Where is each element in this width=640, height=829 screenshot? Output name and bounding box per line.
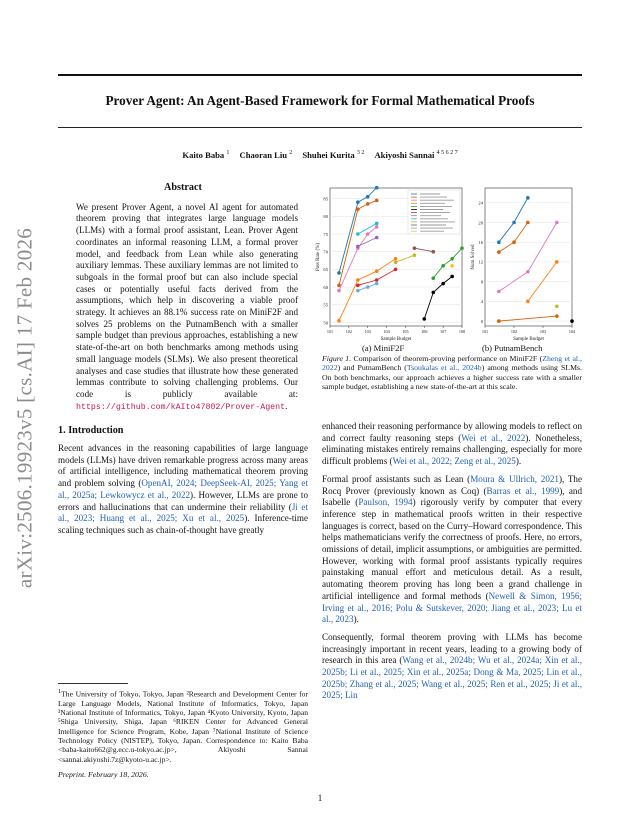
series-line <box>424 277 452 319</box>
data-point <box>497 240 501 244</box>
y-tick-label: 65 <box>323 267 328 273</box>
code-link[interactable]: https://github.com/kAIto47802/Prover-Agent <box>76 402 286 412</box>
data-point <box>394 268 398 272</box>
arxiv-identifier-stamp: arXiv:2506.19923v5 [cs.AI] 17 Feb 2026 <box>12 227 37 589</box>
data-point <box>497 250 501 254</box>
series-line <box>499 223 557 292</box>
citation-link[interactable]: Zheng et al., 2022 <box>322 354 582 373</box>
data-point <box>497 290 501 294</box>
data-point <box>375 236 379 240</box>
data-point <box>413 246 417 250</box>
data-point <box>375 269 379 273</box>
citation-link[interactable]: OpenAI, 2024; DeepSeek-AI, 2025; Yang et al., 2025a; Lewkowycz et al., 2022 <box>58 478 308 500</box>
author: Kaito Baba $^1$ <box>182 150 230 160</box>
data-point <box>431 250 435 254</box>
title-top-rule <box>58 74 582 76</box>
citation-link[interactable]: Barras et al., 1999 <box>486 485 560 496</box>
y-tick-label: 4 <box>480 299 483 305</box>
series-line <box>499 198 528 242</box>
data-point <box>431 291 435 295</box>
data-point <box>450 257 454 261</box>
y-tick-label: 80 <box>323 214 328 220</box>
y-tick-label: 12 <box>478 259 483 265</box>
data-point <box>450 275 454 279</box>
paper-title: Prover Agent: An Agent-Based Framework for Formal Mathematical Proofs <box>105 93 535 108</box>
x-tick-label: 103 <box>539 329 547 334</box>
data-point <box>337 271 341 275</box>
affiliations-footnote: $^1$The University of Tokyo, Tokyo, Japan ²Research and Development Center for Large Language Models, National Institute of Informatics, Tokyo, Japan ³National Institute of Informatics, Tokyo, Japan ⁴Kyoto University, Kyoto, Japan ⁵Shiga University, Shiga, Japan ⁶RIKEN Center for Advanced General Intelligence for Science Program, Kobe, Japan ⁷National Institute of Science Technology Policy (NISTEP), Tokyo, Japan. Correspondence to: Kaito Baba <baba-kaito662@g.ecc.u-tokyo.ac.jp>, Akiyoshi Sannai <sannai.akiyoshi.7z@kyoto-u.ac.jp>. <box>58 688 308 764</box>
y-tick-label: 8 <box>480 279 483 285</box>
data-point <box>356 232 360 236</box>
data-point <box>375 225 379 229</box>
intro-paragraph: Recent advances in the reasoning capabilities of large language models (LLMs) have driven remarkable progress across many areas of artificial intelligence, including mathematical theorem proving and problem solving (OpenAI, 2024; DeepSeek-AI, 2025; Yang et al., 2025a; Lewkowycz et al., 2022). However, LLMs are prone to errors and hallucinations that can undermine their reliability (Ji et al., 2023; Huang et al., 2025; Xu et al., 2025). Inference-time scaling techniques such as chain-of-thought have greatly <box>58 443 309 535</box>
data-point <box>422 317 426 321</box>
body-paragraph: Consequently, formal theorem proving with LLMs has become increasingly important in recent years, leading to a growing body of research in this area (Wang et al., 2024b; Wu et al., 2024a; Xin et al., 2025b; Li et al., 2025; Xin et al., 2025a; Dong & Ma, 2025; Lin et al., 2025b; Zhang et al., 2025; Wang et al., 2025; Ren et al., 2025; Ji et al., 2025; Lin <box>322 631 582 701</box>
data-point <box>394 261 398 265</box>
body-paragraph: Formal proof assistants such as Lean (Moura & Ullrich, 2021), The Rocq Prover (previously known as Coq) (Barras et al., 1999), and Isabelle (Paulson, 1994) rigorously verify by computer that every inference step in mathematical proofs written in their respective languages is correct, based on the Curry–Howard correspondence. This helps mathematicians verify the correctness of proofs. Here, no errors, omissions of detail, implicit assumptions, or ambiguities are permitted. However, working with formal proof assistants typically requires painstaking manual effort and meticulous detail. As a result, automating theorem proving has long been a grand challenge in artificial intelligence and formal methods (Newell & Simon, 1956; Irving et al., 2016; Polu & Sutskever, 2020; Jiang et al., 2023; Lu et al., 2023). <box>322 473 583 625</box>
data-point <box>366 285 370 289</box>
abstract-text: We present Prover Agent, a novel AI agent for automated theorem proving that integrates large language models (LLMs) with a formal proof assistant, Lean. Prover Agent coordinates an informal reasoning LLM, a formal prover model, and feedback from Lean while also generating auxiliary lemmas. These auxiliary lemmas are not limited to subgoals in the formal proof but can also include special cases or potentially useful facts derived from the assumptions, which help in discovering a viable proof strategy. It achieves an 88.1% success rate on MiniF2F and solves 25 problems on the PutnamBench with a smaller sample budget than previous approaches, establishing a new state-of-the-art on both benchmarks among methods using small language models (SLMs). We also present theoretical analyses and case studies that illustrate how these generated lemmas contribute to solving challenging problems. Our code is publicly available at: https://github.com/kAIto47802/Prover-Agent. <box>76 201 298 412</box>
author: Shuhei Kurita $^{3 2}$ <box>302 150 365 160</box>
data-point <box>366 232 370 236</box>
data-point <box>555 304 559 308</box>
data-point <box>337 284 341 288</box>
data-point <box>431 276 435 280</box>
y-tick-label: 50 <box>323 320 328 326</box>
series-line <box>358 238 377 247</box>
data-point <box>366 195 370 199</box>
page-number: 1 <box>317 793 323 803</box>
series-line <box>433 248 462 278</box>
data-point <box>356 207 360 211</box>
section-heading-introduction: 1. Introduction <box>58 425 124 437</box>
data-point <box>375 278 379 282</box>
series-line <box>414 248 433 252</box>
figure-caption: Figure 1. Comparison of theorem-proving performance on MiniF2F (Zheng et al., 2022) and PutnamBench (Tsoukalas et al., 2024b) among methods using SLMs. On both benchmarks, our approach achieves a higher success rate with a smaller sample budget, establishing a new state-of-the-art at this scale. <box>322 354 583 392</box>
author-list <box>58 150 582 160</box>
author: Akiyoshi Sannai $^{4 5 6 2 7}$ <box>374 150 458 160</box>
x-tick-label: 104 <box>383 329 390 334</box>
data-point <box>413 253 417 257</box>
preprint-note: Preprint. February 18, 2026. <box>58 770 149 779</box>
y-tick-label: 0 <box>480 318 483 324</box>
data-point <box>375 186 379 190</box>
data-point <box>526 300 530 304</box>
data-point <box>526 221 530 225</box>
citation-link[interactable]: Newell & Simon, 1956; Irving et al., 2016; Polu & Sutskever, 2020; Jiang et al., 2023; Lu et al., 2023 <box>322 590 582 625</box>
y-tick-label: 16 <box>478 240 483 246</box>
x-tick-label: 104 <box>568 329 576 334</box>
x-tick-label: 107 <box>440 329 447 334</box>
data-point <box>375 199 379 203</box>
subfigure-label-minif2f: (a) MiniF2F <box>362 343 405 353</box>
series-line <box>339 200 377 285</box>
data-point <box>394 257 398 261</box>
x-tick-label: 103 <box>364 329 371 334</box>
data-point <box>441 282 445 286</box>
y-tick-label: 20 <box>478 220 483 226</box>
data-point <box>356 289 360 293</box>
citation-link[interactable]: Wang et al., 2024b; Wu et al., 2024a; Xin et al., 2025b; Li et al., 2025; Xin et al., 2025a; Dong & Ma, 2025; Lin et al., 2025b; Zhang et al., 2025; Wang et al., 2025; Ren et al., 2025; Ji et al., 2025; Lin <box>322 655 582 701</box>
x-tick-label: 105 <box>402 329 409 334</box>
citation-link[interactable]: Wei et al., 2022 <box>461 432 526 443</box>
y-tick-label: 60 <box>323 284 328 290</box>
data-point <box>375 222 379 226</box>
data-point <box>526 270 530 274</box>
citation-link[interactable]: Paulson, 1994 <box>358 497 413 508</box>
title-bottom-rule <box>58 127 582 128</box>
data-point <box>555 221 559 225</box>
data-point <box>512 221 516 225</box>
data-point <box>375 282 379 286</box>
citation-link[interactable]: Ji et al., 2023; Huang et al., 2025; Xu et al., 2025 <box>58 501 308 524</box>
data-point <box>337 289 341 293</box>
x-tick-label: 108 <box>458 329 466 334</box>
data-point <box>366 202 370 206</box>
x-tick-label: 101 <box>481 329 489 334</box>
data-point <box>497 319 501 323</box>
footnote-rule <box>58 683 128 684</box>
plot-frame <box>485 188 572 326</box>
legend-box <box>408 190 460 234</box>
data-point <box>555 260 559 264</box>
figure-1-plots <box>310 180 582 350</box>
citation-link[interactable]: Moura & Ullrich, 2021 <box>470 473 559 484</box>
data-point <box>555 314 559 318</box>
data-point <box>337 319 341 323</box>
data-point <box>441 264 445 268</box>
citation-link[interactable]: Tsoukalas et al., 2024b <box>406 363 482 373</box>
y-tick-label: 85 <box>323 196 328 202</box>
x-axis-label: Sample Budget <box>513 337 544 342</box>
data-point <box>512 240 516 244</box>
series-line <box>499 316 557 321</box>
data-point <box>356 278 360 282</box>
citation-link[interactable]: Wei et al., 2022; Zeng et al., 2025 <box>392 456 516 467</box>
data-point <box>450 264 454 268</box>
abstract-heading: Abstract <box>164 182 202 193</box>
right-column <box>322 421 582 708</box>
y-tick-label: 55 <box>323 302 328 308</box>
data-point <box>356 245 360 249</box>
y-axis-label: Num Solved <box>471 244 476 270</box>
y-tick-label: 70 <box>323 249 328 255</box>
subfigure-label-putnambench: (b) PutnamBench <box>482 343 543 353</box>
y-tick-label: 24 <box>478 200 483 206</box>
body-paragraph: enhanced their reasoning performance by allowing models to reflect on and correct faulty reasoning steps (Wei et al., 2022). Nonetheless, eliminating mistakes entirely remains challenging, especially for more difficult problems (Wei et al., 2022; Zeng et al., 2025). <box>322 421 582 467</box>
y-tick-label: 75 <box>323 231 328 237</box>
x-tick-label: 106 <box>421 329 428 334</box>
author: Chaoran Liu $^2$ <box>239 150 293 160</box>
series-line <box>396 255 415 262</box>
x-axis-label: Sample Budget <box>380 337 412 342</box>
series-line <box>499 223 528 253</box>
x-tick-label: 101 <box>326 329 334 334</box>
series-line <box>339 259 396 321</box>
left-column <box>58 182 308 543</box>
data-point <box>356 200 360 204</box>
x-tick-label: 102 <box>345 329 352 334</box>
x-tick-label: 102 <box>510 329 518 334</box>
data-point <box>356 284 360 288</box>
data-point <box>460 246 464 250</box>
data-point <box>526 196 530 200</box>
data-point <box>570 319 574 323</box>
y-axis-label: Pass Rate (%) <box>316 242 321 272</box>
